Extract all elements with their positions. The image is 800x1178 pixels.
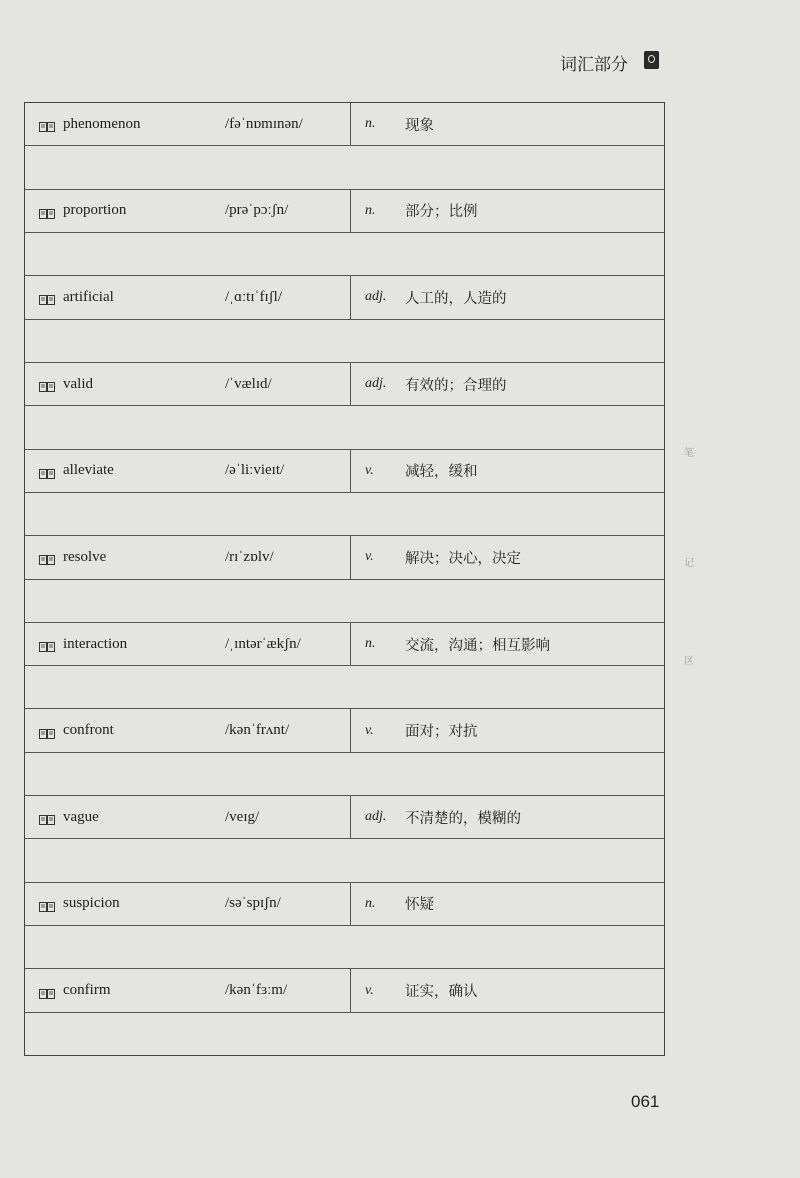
note-row (25, 233, 664, 275)
vocab-entry (25, 708, 664, 795)
entry-word: confront (63, 722, 114, 739)
open-book-icon (39, 552, 55, 562)
word-cell (25, 709, 351, 751)
note-row (25, 493, 664, 535)
entry-phonetic: /kənˈfɜːm/ (225, 982, 288, 999)
entry-meaning: 减轻，缓和 (405, 464, 478, 481)
vocab-entry (25, 535, 664, 622)
word-row (25, 536, 664, 579)
entry-phonetic: /veɪg/ (225, 808, 260, 825)
vocab-entry (25, 449, 664, 536)
entry-word: alleviate (63, 462, 114, 479)
word-cell (25, 190, 351, 232)
word-cell (25, 623, 351, 665)
meaning-cell (351, 190, 664, 232)
word-row (25, 969, 664, 1012)
open-book-icon (39, 206, 55, 216)
entry-part-of-speech: v. (365, 722, 374, 738)
open-book-icon (39, 119, 55, 129)
meaning-cell (351, 969, 664, 1011)
word-cell (25, 450, 351, 492)
entry-phonetic: /əˈliːvieɪt/ (225, 462, 285, 479)
entry-word: vague (63, 808, 99, 825)
note-row (25, 580, 664, 622)
note-row (25, 666, 664, 708)
entry-meaning: 怀疑 (405, 897, 434, 914)
margin-note-char: 区 (684, 656, 694, 667)
entry-meaning: 有效的；合理的 (405, 377, 507, 394)
meaning-cell (351, 883, 664, 925)
margin-note-char: 记 (684, 558, 694, 569)
vocab-entry (25, 795, 664, 882)
note-row (25, 320, 664, 362)
entry-phonetic: /ˈvælɪd/ (225, 375, 272, 392)
open-book-icon (39, 379, 55, 389)
entry-phonetic: /prəˈpɔːʃn/ (225, 202, 289, 219)
meaning-cell (351, 623, 664, 665)
vocab-entry (25, 882, 664, 969)
vocab-entry (25, 362, 664, 449)
entry-word: resolve (63, 548, 107, 565)
meaning-cell (351, 363, 664, 405)
vocab-entry (25, 189, 664, 276)
word-row (25, 276, 664, 319)
open-book-icon (39, 726, 55, 736)
word-row (25, 103, 664, 146)
margin-note-char: 笔 (684, 448, 694, 459)
section-badge-icon (644, 51, 659, 69)
vocabulary-table (24, 102, 665, 1056)
entry-word: artificial (63, 288, 114, 305)
meaning-cell (351, 709, 664, 751)
word-row (25, 450, 664, 493)
entry-meaning: 交流，沟通；相互影响 (405, 637, 550, 654)
vocab-entry (25, 103, 664, 189)
entry-phonetic: /kənˈfrʌnt/ (225, 722, 290, 739)
open-book-icon (39, 812, 55, 822)
word-cell (25, 276, 351, 318)
entry-phonetic: /rɪˈzɒlv/ (225, 548, 274, 565)
word-row (25, 190, 664, 233)
note-row (25, 1013, 664, 1055)
entry-meaning: 解决；决心，决定 (405, 550, 521, 567)
entry-phonetic: /ˌɪntərˈækʃn/ (225, 635, 301, 652)
section-title: 词汇部分 (560, 55, 628, 75)
note-row (25, 926, 664, 968)
entry-part-of-speech: adj. (365, 376, 387, 392)
open-book-icon (39, 292, 55, 302)
word-row (25, 796, 664, 839)
word-row (25, 709, 664, 752)
page-number: 061 (631, 1092, 660, 1111)
meaning-cell (351, 536, 664, 578)
meaning-cell (351, 103, 664, 145)
entry-meaning: 面对；对抗 (405, 724, 478, 741)
meaning-cell (351, 796, 664, 838)
entry-word: proportion (63, 202, 127, 219)
vocab-entry (25, 275, 664, 362)
meaning-cell (351, 276, 664, 318)
entry-meaning: 现象 (405, 117, 434, 134)
entry-part-of-speech: n. (365, 116, 376, 132)
note-row (25, 839, 664, 881)
entry-part-of-speech: v. (365, 982, 374, 998)
open-book-icon (39, 899, 55, 909)
entry-part-of-speech: n. (365, 636, 376, 651)
vocab-entry (25, 622, 664, 709)
word-row (25, 883, 664, 926)
open-book-icon (39, 466, 55, 476)
note-row (25, 753, 664, 795)
entry-part-of-speech: adj. (365, 809, 387, 825)
entry-phonetic: /fəˈnɒmɪnən/ (225, 115, 303, 132)
word-row (25, 363, 664, 406)
word-cell (25, 103, 351, 145)
entry-meaning: 证实，确认 (405, 984, 478, 1001)
word-cell (25, 969, 351, 1011)
open-book-icon (39, 986, 55, 996)
word-cell (25, 796, 351, 838)
entry-meaning: 部分；比例 (405, 204, 478, 221)
word-cell (25, 536, 351, 578)
entry-word: phenomenon (63, 115, 141, 132)
entry-part-of-speech: v. (365, 549, 374, 565)
note-row (25, 146, 664, 188)
entry-phonetic: /səˈspɪʃn/ (225, 895, 281, 912)
meaning-cell (351, 450, 664, 492)
word-cell (25, 363, 351, 405)
entry-phonetic: /ˌɑːtɪˈfɪʃl/ (225, 288, 282, 305)
note-row (25, 406, 664, 448)
entry-word: suspicion (63, 895, 120, 912)
word-cell (25, 883, 351, 925)
entry-part-of-speech: v. (365, 462, 374, 478)
entry-meaning: 不清楚的，模糊的 (405, 810, 521, 827)
entry-word: valid (63, 375, 93, 392)
entry-word: confirm (63, 982, 111, 999)
open-book-icon (39, 639, 55, 649)
vocab-entry (25, 968, 664, 1055)
entry-part-of-speech: n. (365, 895, 376, 911)
entry-word: interaction (63, 635, 128, 652)
entry-meaning: 人工的，人造的 (405, 290, 507, 307)
entry-part-of-speech: n. (365, 202, 376, 218)
word-row (25, 623, 664, 666)
entry-part-of-speech: adj. (365, 289, 387, 305)
